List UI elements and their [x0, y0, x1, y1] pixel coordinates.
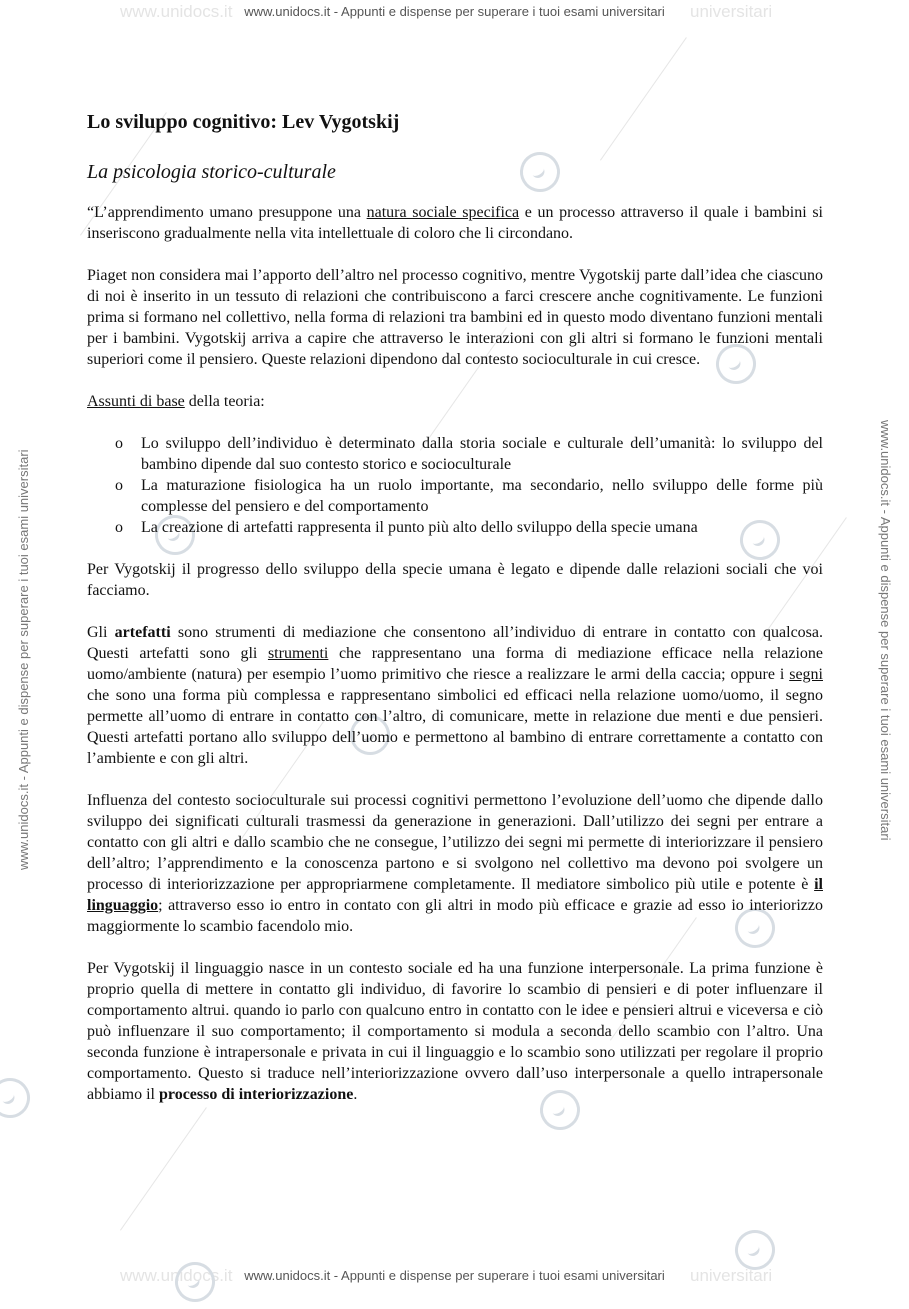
- list-item-text: La creazione di artefatti rappresenta il punto più alto dello sviluppo della specie umana: [141, 519, 698, 536]
- watermark-footer-text: www.unidocs.it - Appunti e dispense per superare i tuoi esami universitari: [244, 1268, 665, 1283]
- watermark-left-text: www.unidocs.it - Appunti e dispense per superare i tuoi esami universitari: [16, 449, 31, 870]
- quote-text-before: “L’apprendimento umano presuppone una: [87, 204, 367, 221]
- linguaggio-before: Per Vygotskij il linguaggio nasce in un contesto sociale ed ha una funzione interpersonale. La prima funzione è proprio quella di mettere in contatto gli individuo, di favorire lo scambio di pensieri e di poter influenzare il comportamento altrui. quando io parlo con qualcuno entro in contatto con le idee e pensieri altrui e viceversa e ciò può influenzare il suo comportamento; il comportamento si modula a seconda dello scambio con l’altro. Una seconda funzione è intrapersonale e privata in cui il linguaggio e lo scambio sono utilizzati per regolare il proprio comportamento. Questo si traduce nell’interiorizzazione ovvero dall’uso interpersonale a quello intrapersonale abbiamo il: [87, 960, 823, 1103]
- watermark-stripe: [120, 1107, 207, 1230]
- progresso-paragraph: Per Vygotskij il progresso dello sviluppo della specie umana è legato e dipende dalle relazioni sociali che voi facciamo.: [87, 561, 823, 599]
- watermark-ghost-left: www.unidocs.it: [120, 2, 233, 21]
- watermark-header: [0, 4, 909, 19]
- artefatti-part1: sono strumenti di mediazione che consentono all’individuo di entrare in contatto con qualcosa. Questi artefatti sono gli: [87, 624, 823, 662]
- list-item-text: La maturazione fisiologica ha un ruolo importante, ma secondario, nello sviluppo delle forme più complesse del pensiero e del comportamento: [141, 477, 823, 515]
- influenza-paragraph: [87, 790, 823, 937]
- bullet-symbol: o: [115, 477, 123, 494]
- assunti-underlined: Assunti di base: [87, 393, 185, 410]
- watermark-right-side: [878, 420, 893, 841]
- assunti-after: della teoria:: [184, 393, 265, 410]
- list-item: [87, 517, 823, 538]
- artefatti-part3: che sono una forma più complessa e rappresentano simbolici ed efficaci nella relazione uomo/uomo, il segno permette all’uomo di entrare in contatto con l’altro, di comunicare, mette in relazione due menti e due pensieri. Questi artefatti portano allo sviluppo dell’uomo e permettono al bambino di entrare correttamente a contatto con l’ambiente e con gli altri.: [87, 687, 823, 767]
- quote-underlined: natura sociale specifica: [366, 204, 520, 221]
- bullet-symbol: o: [115, 435, 123, 452]
- influenza-before: Influenza del contesto socioculturale sui processi cognitivi permettono l’evoluzione dell’uomo che dipende dallo sviluppo dei significati culturali trasmessi da generazione in generazioni. Dall’utilizzo dei segni per entrare a contatto con gli altri e dallo scambio che ne consegue, l’utilizzo dei segni mi permette di interiorizzare il pensiero dell’altro; l’apprendimento e la conoscenza partono e si svolgono nel collettivo ma devono poi svolgere un processo di interiorizzazione per appropriarmene completamente. Il mediatore simbolico più utile e potente è: [87, 792, 823, 893]
- list-item: [87, 433, 823, 475]
- unidocs-logo-icon: [0, 1071, 37, 1126]
- watermark-ghost-left-bottom: www.unidocs.it: [120, 1266, 233, 1285]
- watermark-right-text: www.unidocs.it - Appunti e dispense per superare i tuoi esami universitari: [878, 420, 893, 841]
- artefatti-lead: Gli: [87, 624, 115, 641]
- watermark-footer: [0, 1268, 909, 1283]
- list-item-text: Lo sviluppo dell’individuo è determinato dalla storia sociale e culturale dell’umanità: lo sviluppo del bambino dipende dal suo contesto storico e socioculturale: [141, 435, 823, 473]
- quote-text-after: e un processo attraverso il quale i bambini si inseriscono gradualmente nella vita intellettuale di coloro che li circondano.: [87, 204, 823, 242]
- unidocs-logo-icon: [168, 1255, 223, 1309]
- artefatti-paragraph: [87, 622, 823, 769]
- document-title: Lo sviluppo cognitivo: Lev Vygotskij: [87, 111, 400, 133]
- watermark-left-side: [16, 449, 31, 870]
- bullet-symbol: o: [115, 519, 123, 536]
- linguaggio-after: .: [353, 1086, 358, 1103]
- artefatti-part2: che rappresentano una forma di mediazione efficace nella relazione uomo/ambiente (natura) per esempio l’uomo primitivo che riesce a realizzare le armi della caccia; oppure i: [87, 645, 824, 683]
- influenza-after: ; attraverso esso io entro in contato con gli altri in modo più efficace e grazie ad esso io interiorizzo maggiormente lo scambio facendolo mio.: [87, 897, 823, 935]
- watermark-ghost-right: universitari: [690, 2, 773, 21]
- watermark-ghost-right-bottom: universitari: [690, 1266, 773, 1285]
- linguaggio-bold-underlined: il linguaggio: [87, 876, 823, 914]
- interiorizzazione-bold: processo di interiorizzazione: [158, 1086, 354, 1103]
- quote-paragraph: [87, 202, 823, 244]
- piaget-paragraph: Piaget non considera mai l’apporto dell’altro nel processo cognitivo, mentre Vygotskij parte dall’idea che ciascuno di noi è inserito in un tessuto di relazioni che contribuiscono a farci crescere anche cognitivamente. Le funzioni prima si formano nel collettivo, nella forma di relazioni tra bambini ed in questo modo diventano funzioni mentali per i bambini. Vygotskij arriva a capire che attraverso le interazioni con gli altri si formano le funzioni mentali superiori come il pensiero. Queste relazioni dipendono dal contesto socioculturale in cui cresce.: [87, 267, 823, 368]
- linguaggio-paragraph: [87, 958, 823, 1105]
- section-subtitle: La psicologia storico-culturale: [87, 161, 336, 183]
- watermark-header-text: www.unidocs.it - Appunti e dispense per superare i tuoi esami universitari: [244, 4, 665, 19]
- assunti-list: [87, 433, 823, 538]
- list-item: [87, 475, 823, 517]
- assunti-heading: [87, 391, 823, 412]
- strumenti-underlined: strumenti: [267, 645, 329, 662]
- artefatti-bold: artefatti: [114, 624, 171, 641]
- segni-underlined: segni: [789, 666, 823, 683]
- document-body: [87, 108, 823, 1105]
